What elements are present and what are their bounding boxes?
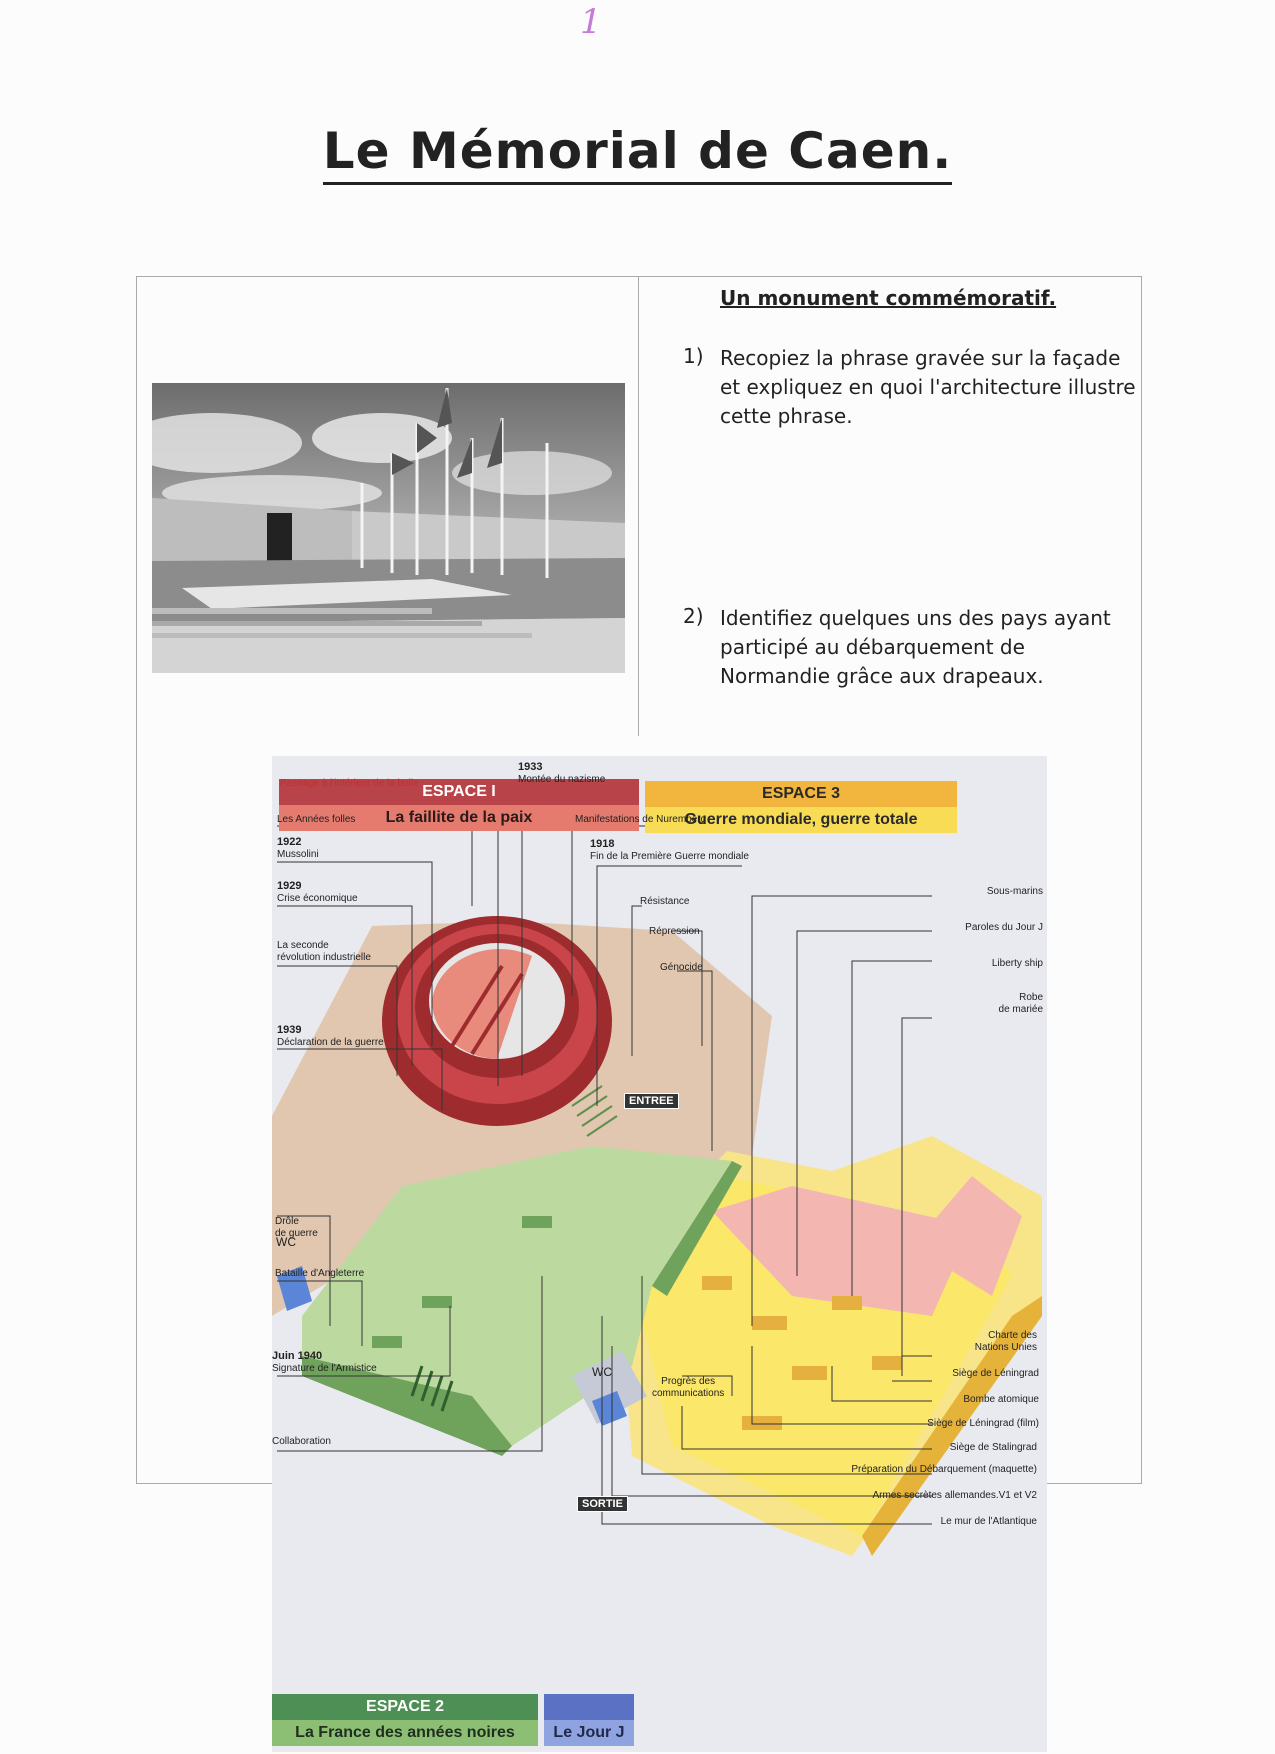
label-revolution-line2: révolution industrielle — [277, 952, 371, 963]
wc-label-left: WC — [276, 1235, 296, 1249]
label-charte-onu — [975, 1330, 1037, 1354]
label-1922-text: Mussolini — [277, 849, 319, 860]
label-1939 — [277, 1024, 384, 1049]
label-robe-line1: Robe — [1019, 992, 1043, 1003]
label-1940-text: Signature de l'Armistice — [272, 1363, 377, 1374]
page-title-text: Le Mémorial de Caen. — [323, 122, 952, 185]
label-siege-leningrad: Siège de Léningrad — [952, 1368, 1039, 1379]
label-mur-atlantique: Le mur de l'Atlantique — [940, 1516, 1037, 1527]
label-1933 — [518, 761, 605, 786]
espace-1-header: ESPACE I — [279, 779, 639, 805]
espace-3-subtitle: Guerre mondiale, guerre totale — [645, 807, 957, 833]
label-1929-text: Crise économique — [277, 893, 358, 904]
question-2-number: 2) — [683, 604, 704, 628]
label-progres-communications — [652, 1376, 724, 1400]
label-repression: Répression — [649, 926, 700, 937]
label-collaboration: Collaboration — [272, 1436, 331, 1447]
label-robe-line2: de mariée — [998, 1004, 1043, 1015]
label-1929-year: 1929 — [277, 880, 302, 892]
question-1-text: Recopiez la phrase gravée sur la façade et expliquez en quoi l'architecture illustre cette phrase. — [720, 346, 1136, 428]
label-1918-year: 1918 — [590, 838, 615, 850]
label-robe-mariee — [999, 992, 1043, 1016]
jour-j-header-bar — [544, 1694, 634, 1720]
label-revolution-line1: La seconde — [277, 940, 329, 951]
label-liberty-ship: Liberty ship — [991, 958, 1043, 969]
section-title: Un monument commémoratif. — [720, 286, 1057, 310]
label-1922-year: 1922 — [277, 836, 302, 848]
label-1939-text: Déclaration de la guerre — [277, 1037, 384, 1048]
label-nuremberg: Manifestations de Nuremberg — [575, 814, 707, 825]
jour-j-subtitle: Le Jour J — [544, 1720, 634, 1746]
label-bataille-angleterre: Bataille d'Angleterre — [275, 1268, 365, 1279]
label-drole-line2: de guerre — [275, 1228, 318, 1239]
label-revolution — [277, 940, 371, 964]
label-progres-line2: communications — [652, 1388, 725, 1399]
label-1918 — [590, 838, 749, 863]
label-1918-text: Fin de la Première Guerre mondiale — [590, 851, 749, 862]
espace-2-header: ESPACE 2 — [272, 1694, 538, 1720]
column-divider — [638, 276, 639, 736]
page-number-mark: 1 — [580, 2, 602, 42]
sortie-tag: SORTIE — [577, 1496, 628, 1512]
label-progres-line1: Progrès des — [661, 1376, 716, 1387]
label-stalingrad: Siège de Stalingrad — [949, 1442, 1037, 1453]
label-1922 — [277, 836, 319, 861]
label-armes-secretes: Armes secrètes allemandes.V1 et V2 — [872, 1490, 1037, 1501]
espace-1-subtitle: La faillite de la paix — [279, 805, 639, 831]
label-1940-year: Juin 1940 — [272, 1350, 323, 1362]
label-annees-folles: Les Années folles — [277, 814, 356, 825]
label-charte-line2: Nations Unies — [974, 1342, 1037, 1353]
label-juin-1940 — [272, 1350, 377, 1375]
label-passage-bulle: Passage à l'intérieur de la bulle — [280, 778, 419, 789]
label-leningrad-film: Siège de Léningrad (film) — [927, 1418, 1039, 1429]
espace-2-subtitle: La France des années noires — [272, 1720, 538, 1746]
question-2-text: Identifiez quelques uns des pays ayant participé au débarquement de Normandie grâce aux drapeaux. — [720, 606, 1111, 688]
label-paroles-jour-j: Paroles du Jour J — [965, 922, 1043, 933]
label-sous-marins: Sous-marins — [986, 886, 1043, 897]
label-resistance: Résistance — [640, 896, 690, 907]
label-preparation-debarquement: Préparation du Débarquement (maquette) — [851, 1464, 1037, 1475]
label-drole-line1: Drôle — [275, 1216, 299, 1227]
label-1933-year: 1933 — [518, 761, 543, 773]
label-1939-year: 1939 — [277, 1024, 302, 1036]
label-drole-guerre — [275, 1216, 318, 1240]
label-charte-line1: Charte des — [988, 1330, 1037, 1341]
entree-tag: ENTREE — [624, 1093, 679, 1109]
memorial-photo — [152, 383, 625, 673]
label-bombe-atomique: Bombe atomique — [963, 1394, 1039, 1405]
question-1-number: 1) — [683, 344, 704, 368]
page-title — [0, 122, 1275, 180]
label-1929 — [277, 880, 358, 905]
label-1933-text: Montée du nazisme — [518, 774, 606, 785]
museum-map — [272, 756, 1047, 1752]
espace-3-header: ESPACE 3 — [645, 781, 957, 807]
label-genocide: Génocide — [660, 962, 703, 973]
wc-label-right: WC — [592, 1365, 612, 1379]
